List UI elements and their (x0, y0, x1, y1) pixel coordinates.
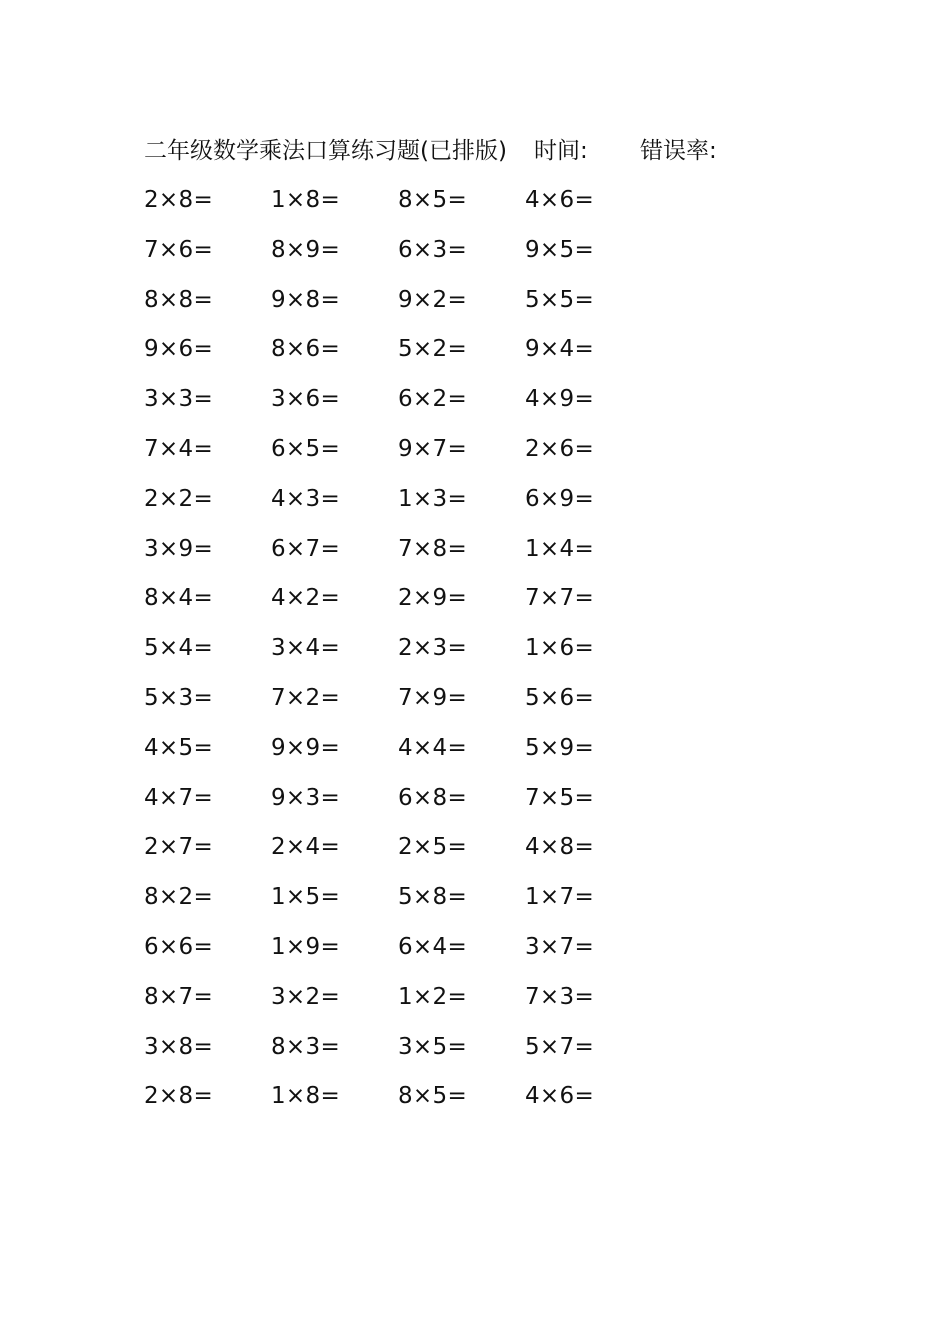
problem-item: 6×7= (271, 535, 341, 562)
problem-item: 5×7= (525, 1033, 595, 1060)
problem-item: 7×9= (398, 684, 468, 711)
problem-item: 8×2= (144, 884, 214, 911)
problem-item: 3×3= (144, 386, 214, 413)
problem-item: 3×7= (525, 933, 595, 960)
problem-item: 9×8= (271, 286, 341, 313)
problem-row (144, 780, 664, 830)
problem-item: 6×6= (144, 933, 214, 960)
problem-item: 6×5= (271, 435, 341, 462)
problem-item: 9×9= (271, 734, 341, 761)
problem-item: 1×2= (398, 983, 468, 1010)
problem-item: 2×2= (144, 485, 214, 512)
problem-item: 3×4= (271, 635, 341, 662)
problem-item: 7×2= (271, 684, 341, 711)
problem-row (144, 630, 664, 680)
problem-row (144, 182, 664, 232)
problem-item: 5×3= (144, 684, 214, 711)
problem-item: 6×8= (398, 784, 468, 811)
problem-item: 8×3= (271, 1033, 341, 1060)
problem-item: 2×6= (525, 435, 595, 462)
problem-item: 5×9= (525, 734, 595, 761)
problem-item: 7×4= (144, 435, 214, 462)
problem-item: 6×9= (525, 485, 595, 512)
problem-item: 5×8= (398, 884, 468, 911)
problem-row (144, 929, 664, 979)
problem-item: 9×4= (525, 336, 595, 363)
problem-item: 1×3= (398, 485, 468, 512)
problem-item: 8×5= (398, 1083, 468, 1110)
problem-item: 8×5= (398, 187, 468, 213)
problem-item: 4×4= (398, 734, 468, 761)
problem-row (144, 680, 664, 730)
problem-row (144, 730, 664, 780)
problem-item: 3×6= (271, 386, 341, 413)
problem-row (144, 580, 664, 630)
problem-row (144, 829, 664, 879)
problem-item: 7×5= (525, 784, 595, 811)
problem-item: 3×2= (271, 983, 341, 1010)
problem-item: 1×6= (525, 635, 595, 662)
problem-item: 9×7= (398, 435, 468, 462)
problem-item: 4×5= (144, 734, 214, 761)
problem-item: 8×7= (144, 983, 214, 1010)
problem-item: 8×9= (271, 236, 341, 263)
problem-item: 9×2= (398, 286, 468, 313)
problem-item: 8×6= (271, 336, 341, 363)
problem-item: 7×7= (525, 585, 595, 612)
problem-row (144, 232, 664, 282)
problem-item: 9×3= (271, 784, 341, 811)
problem-row (144, 1078, 664, 1128)
problem-item: 3×8= (144, 1033, 214, 1060)
problem-item: 4×3= (271, 485, 341, 512)
problem-item: 2×7= (144, 834, 214, 861)
problem-item: 1×8= (271, 1083, 341, 1110)
problem-item: 4×6= (525, 1083, 595, 1110)
problem-row (144, 979, 664, 1029)
problem-item: 6×4= (398, 933, 468, 960)
problem-grid (144, 182, 664, 1128)
problem-item: 2×8= (144, 1083, 214, 1110)
problem-item: 6×2= (398, 386, 468, 413)
problem-item: 4×7= (144, 784, 214, 811)
problem-item: 2×5= (398, 834, 468, 861)
problem-item: 8×8= (144, 286, 214, 313)
problem-item: 1×8= (271, 187, 341, 213)
problem-item: 1×9= (271, 933, 341, 960)
problem-item: 9×5= (525, 236, 595, 263)
problem-item: 7×8= (398, 535, 468, 562)
time-label: 时间: (534, 138, 588, 164)
problem-item: 2×9= (398, 585, 468, 612)
problem-item: 5×4= (144, 635, 214, 662)
problem-item: 4×2= (271, 585, 341, 612)
problem-item: 7×6= (144, 236, 214, 263)
error-rate-label: 错误率: (640, 138, 717, 164)
problem-row (144, 331, 664, 381)
problem-item: 5×6= (525, 684, 595, 711)
problem-item: 2×8= (144, 187, 214, 213)
problem-item: 2×3= (398, 635, 468, 662)
problem-row (144, 531, 664, 581)
problem-item: 4×9= (525, 386, 595, 413)
problem-item: 3×9= (144, 535, 214, 562)
problem-item: 1×4= (525, 535, 595, 562)
problem-row (144, 381, 664, 431)
problem-item: 5×5= (525, 286, 595, 313)
problem-item: 3×5= (398, 1033, 468, 1060)
problem-row (144, 1029, 664, 1079)
problem-row (144, 431, 664, 481)
problem-item: 4×8= (525, 834, 595, 861)
problem-row (144, 481, 664, 531)
worksheet-title: 二年级数学乘法口算练习题(已排版) (144, 138, 507, 164)
problem-row (144, 282, 664, 332)
problem-item: 8×4= (144, 585, 214, 612)
problem-item: 5×2= (398, 336, 468, 363)
problem-item: 1×7= (525, 884, 595, 911)
problem-item: 1×5= (271, 884, 341, 911)
problem-item: 7×3= (525, 983, 595, 1010)
problem-item: 4×6= (525, 187, 595, 213)
problem-item: 6×3= (398, 236, 468, 263)
problem-item: 9×6= (144, 336, 214, 363)
problem-item: 2×4= (271, 834, 341, 861)
problem-row (144, 879, 664, 929)
